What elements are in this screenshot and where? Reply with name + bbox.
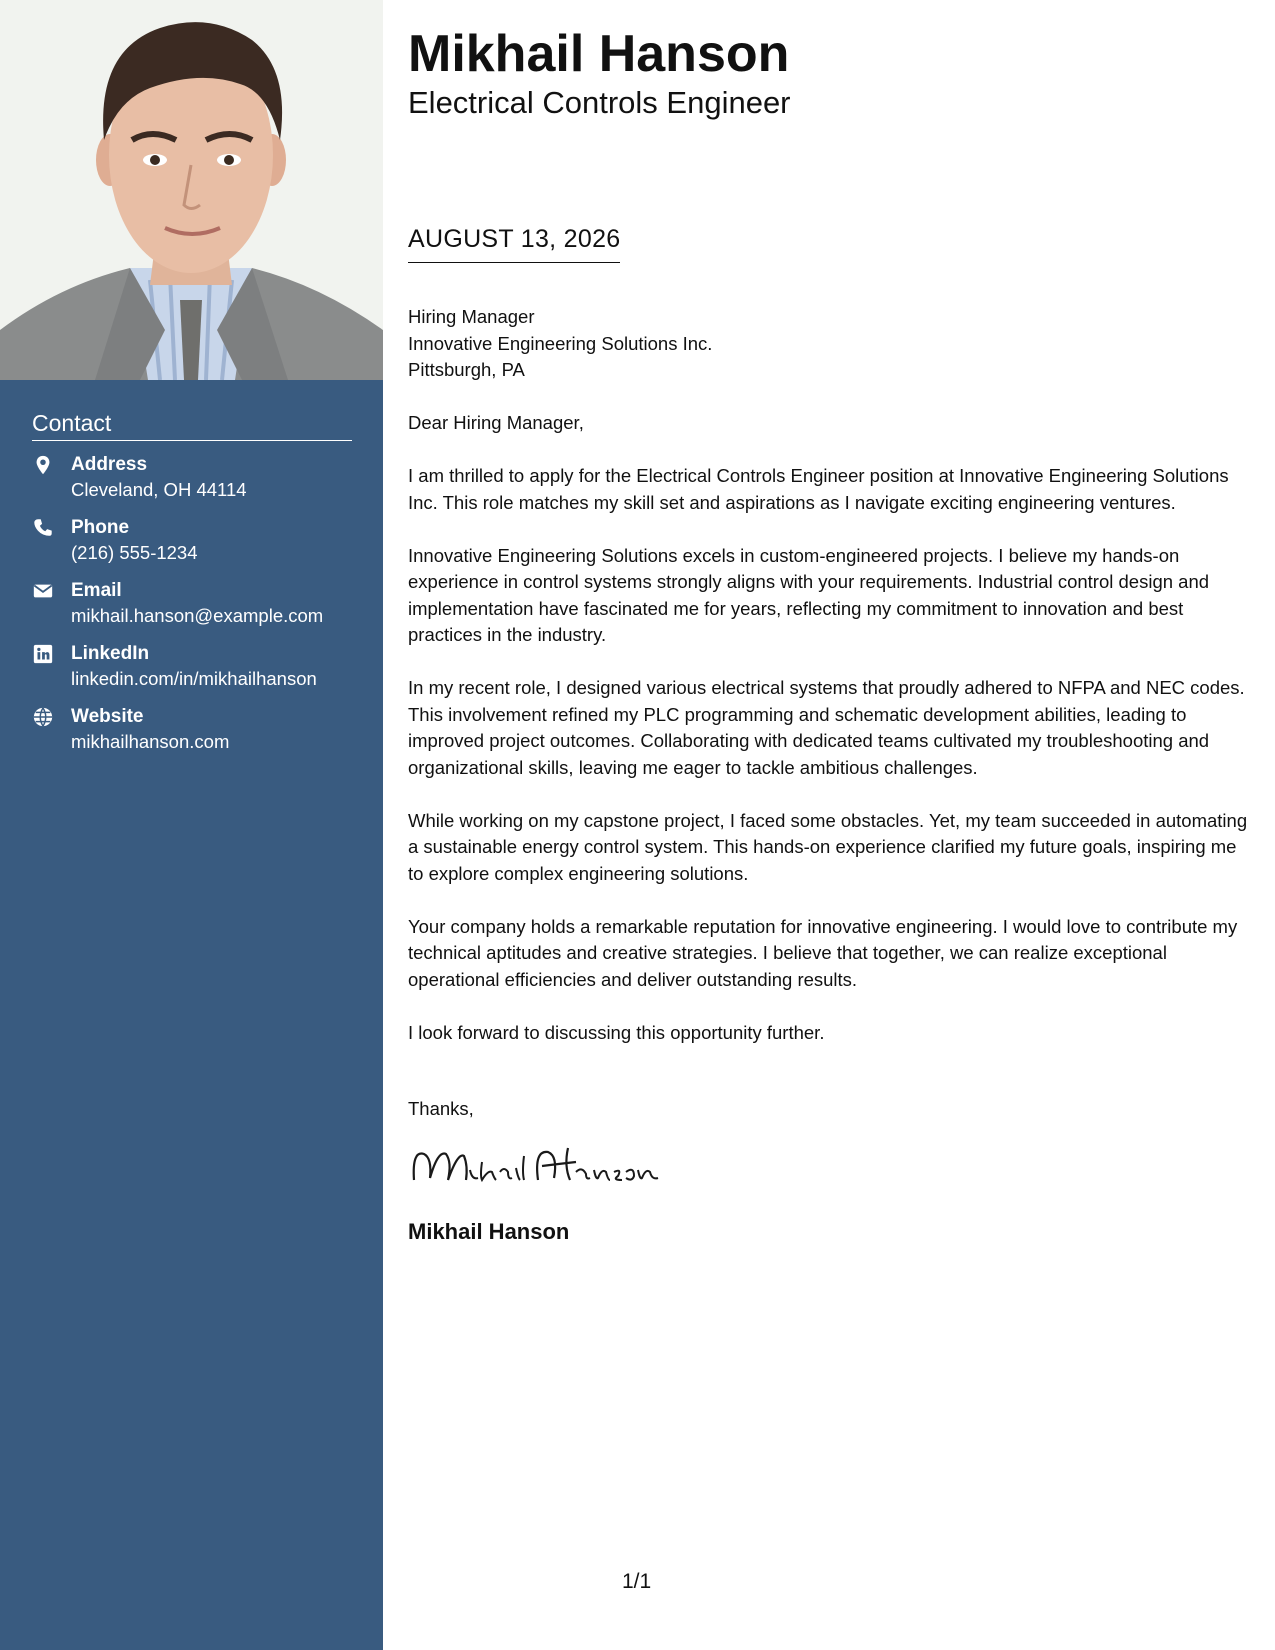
letter-date: AUGUST 13, 2026 bbox=[408, 222, 620, 263]
contact-value: (216) 555-1234 bbox=[71, 542, 198, 563]
contact-value: mikhail.hanson@example.com bbox=[71, 605, 324, 626]
contact-label: Phone bbox=[71, 517, 130, 538]
paragraph: In my recent role, I designed various electrical systems that proudly adhered to NFPA and NEC codes. This involvement refined my PLC programming and schematic development abilities, leading to improved project outcomes. Collaborating with dedicated teams cultivated my troubleshooting and organizational skills, leaving me eager to tackle ambitious challenges. bbox=[408, 677, 1245, 778]
contact-section bbox=[32, 410, 352, 768]
contact-label: LinkedIn bbox=[71, 643, 150, 664]
job-title: Electrical Controls Engineer bbox=[408, 85, 791, 120]
handwritten-signature bbox=[408, 1132, 668, 1202]
paragraph: Innovative Engineering Solutions excels in custom-engineered projects. I believe my hands-on experience in control systems strongly aligns with your requirements. Industrial control design and implementation have fascinated me for years, reflecting my commitment to innovation and best practices in the industry. bbox=[408, 544, 1210, 645]
paragraph: Your company holds a remarkable reputation for innovative engineering. I would love to contribute my technical aptitudes and creative strategies. I believe that together, we can realize exceptional operational efficiencies and deliver outstanding results. bbox=[408, 915, 1238, 990]
contact-label: Email bbox=[71, 580, 122, 601]
recipient-line: Innovative Engineering Solutions Inc. bbox=[408, 332, 713, 354]
contact-label: Website bbox=[71, 706, 144, 727]
contact-value: linkedin.com/in/mikhailhanson bbox=[71, 668, 317, 689]
paragraph: I am thrilled to apply for the Electrical Controls Engineer position at Innovative Engineering Solutions Inc. This role matches my skill set and aspirations as I navigate exciting engineering ventures. bbox=[408, 465, 1229, 513]
paragraph: I look forward to discussing this opportunity further. bbox=[408, 1021, 825, 1043]
profile-photo bbox=[0, 0, 383, 380]
closing: Thanks, bbox=[408, 1098, 474, 1119]
contact-value: Cleveland, OH 44114 bbox=[71, 479, 247, 500]
signed-name: Mikhail Hanson bbox=[408, 1219, 570, 1244]
recipient-line: Hiring Manager bbox=[408, 306, 535, 327]
recipient-line: Pittsburgh, PA bbox=[408, 359, 525, 380]
contact-value: mikhailhanson.com bbox=[71, 731, 230, 752]
letter-main bbox=[408, 24, 1248, 1244]
recipient-block bbox=[408, 304, 1248, 384]
contact-label: Address bbox=[71, 454, 148, 475]
page-number: 1/1 bbox=[622, 1570, 652, 1593]
email-icon bbox=[32, 580, 54, 602]
contact-address bbox=[32, 453, 352, 516]
sidebar bbox=[0, 0, 383, 1650]
contact-linkedin bbox=[32, 642, 352, 705]
paragraph: While working on my capstone project, I faced some obstacles. Yet, my team succeeded in automating a sustainable energy control system. This hands-on experience clarified my future goals, inspiring me to explore complex engineering solutions. bbox=[408, 809, 1248, 884]
contact-email bbox=[32, 579, 352, 642]
salutation: Dear Hiring Manager, bbox=[408, 412, 584, 433]
contact-website bbox=[32, 705, 352, 768]
linkedin-icon bbox=[32, 643, 54, 665]
phone-icon bbox=[32, 517, 54, 539]
portrait-image bbox=[0, 0, 383, 380]
location-pin-icon bbox=[32, 454, 54, 476]
contact-heading: Contact bbox=[32, 410, 352, 441]
applicant-name: Mikhail Hanson bbox=[408, 25, 790, 83]
globe-icon bbox=[32, 706, 54, 728]
letter-body bbox=[408, 304, 1248, 1046]
contact-phone bbox=[32, 516, 352, 579]
